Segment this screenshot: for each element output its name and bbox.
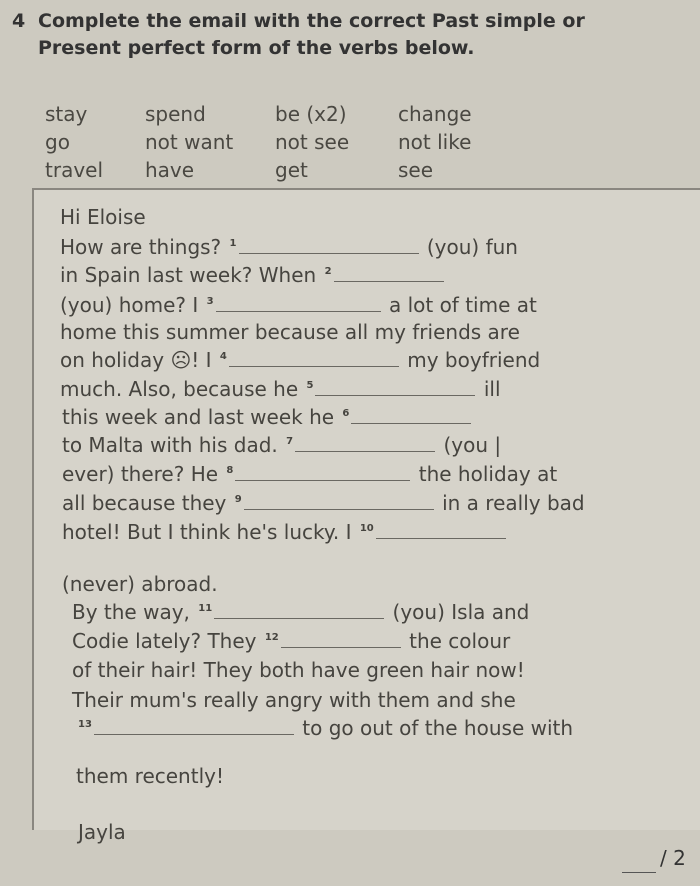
line-text: ever) there? He [62, 462, 225, 486]
line-text: to go out of the house with [295, 716, 574, 740]
line-text: (you) fun [420, 235, 518, 259]
email-line [72, 600, 529, 624]
email-line [60, 377, 501, 401]
answer-blank[interactable] [214, 600, 384, 619]
line-text: them recently! [76, 764, 224, 788]
answer-blank[interactable] [216, 293, 381, 312]
verb-item: travel [45, 158, 104, 182]
answer-blank[interactable] [295, 433, 435, 452]
gap-number: 7 [286, 436, 294, 448]
line-text: ill [477, 377, 501, 401]
verb-item: have [145, 158, 195, 182]
line-text: to Malta with his dad. [62, 433, 285, 457]
line-text: the holiday at [412, 462, 558, 486]
line-text: (you | [437, 433, 502, 457]
score-label: / 2 [660, 846, 686, 870]
email-line [62, 520, 508, 544]
verb-item: stay [45, 102, 88, 126]
gap-number: 9 [234, 494, 242, 506]
email-line [60, 320, 520, 344]
email-signature: Jayla [78, 820, 126, 844]
line-text: (you) Isla and [386, 600, 530, 624]
gap-number: 6 [342, 408, 350, 420]
email-line [72, 629, 510, 653]
verb-item: not see [275, 130, 350, 154]
gap-number: 13 [78, 719, 92, 731]
gap-number: 10 [359, 523, 374, 535]
email-line [62, 491, 585, 515]
email-line [60, 235, 518, 259]
email-line [62, 462, 557, 486]
line-text: this week and last week he [62, 405, 341, 429]
answer-blank[interactable] [334, 263, 444, 282]
line-text: Codie lately? They [72, 629, 263, 653]
score-blank [622, 872, 656, 873]
line-text: the colour [402, 629, 511, 653]
verb-item: see [398, 158, 434, 182]
email-line [60, 293, 537, 317]
gap-number: 1 [229, 238, 237, 250]
email-line [60, 348, 540, 372]
gap-number: 3 [206, 296, 214, 308]
verb-item: not want [145, 130, 234, 154]
email-line [60, 263, 446, 287]
gap-number: 8 [226, 465, 234, 477]
line-text: Their mum's really angry with them and she [72, 688, 516, 712]
verb-item: change [398, 102, 472, 126]
answer-blank[interactable] [351, 405, 471, 424]
answer-blank[interactable] [244, 491, 434, 510]
answer-blank[interactable] [235, 462, 410, 481]
exercise-number: 4 [12, 10, 26, 32]
answer-blank[interactable] [281, 629, 401, 648]
email-line [72, 688, 516, 712]
email-line [62, 433, 501, 457]
line-text: a lot of time at [382, 293, 537, 317]
line-text: (never) abroad. [62, 572, 218, 596]
answer-blank[interactable] [239, 235, 419, 254]
line-text: How are things? [60, 235, 228, 259]
email-greeting: Hi Eloise [60, 205, 146, 229]
email-line [72, 658, 525, 682]
line-text: on holiday ☹! I [60, 348, 218, 372]
verb-item: go [45, 130, 70, 154]
line-text: much. Also, because he [60, 377, 305, 401]
email-line [76, 764, 224, 788]
answer-blank[interactable] [315, 377, 475, 396]
line-text: my boyfriend [400, 348, 541, 372]
exercise-heading [12, 8, 652, 62]
line-text: in a really bad [435, 491, 585, 515]
exercise-instruction: Complete the email with the correct Past simple or Present perfect form of the verbs below. [38, 10, 585, 59]
answer-blank[interactable] [94, 716, 294, 735]
gap-number: 11 [198, 603, 213, 615]
verb-item: get [275, 158, 308, 182]
line-text: all because they [62, 491, 233, 515]
line-text: of their hair! They both have green hair now! [72, 658, 525, 682]
answer-blank[interactable] [229, 348, 399, 367]
verb-item: spend [145, 102, 206, 126]
verb-item: not like [398, 130, 472, 154]
line-text: home this summer because all my friends are [60, 320, 520, 344]
email-line [62, 405, 473, 429]
gap-number: 4 [219, 351, 227, 363]
gap-number: 12 [264, 632, 279, 644]
answer-blank[interactable] [376, 520, 506, 539]
verb-item: be (x2) [275, 102, 347, 126]
line-text: By the way, [72, 600, 197, 624]
line-text: (you) home? I [60, 293, 205, 317]
gap-number: 2 [324, 266, 332, 278]
line-text: in Spain last week? When [60, 263, 323, 287]
email-line [62, 572, 218, 596]
line-text: hotel! But I think he's lucky. I [62, 520, 358, 544]
email-line [76, 716, 573, 740]
gap-number: 5 [306, 380, 314, 392]
